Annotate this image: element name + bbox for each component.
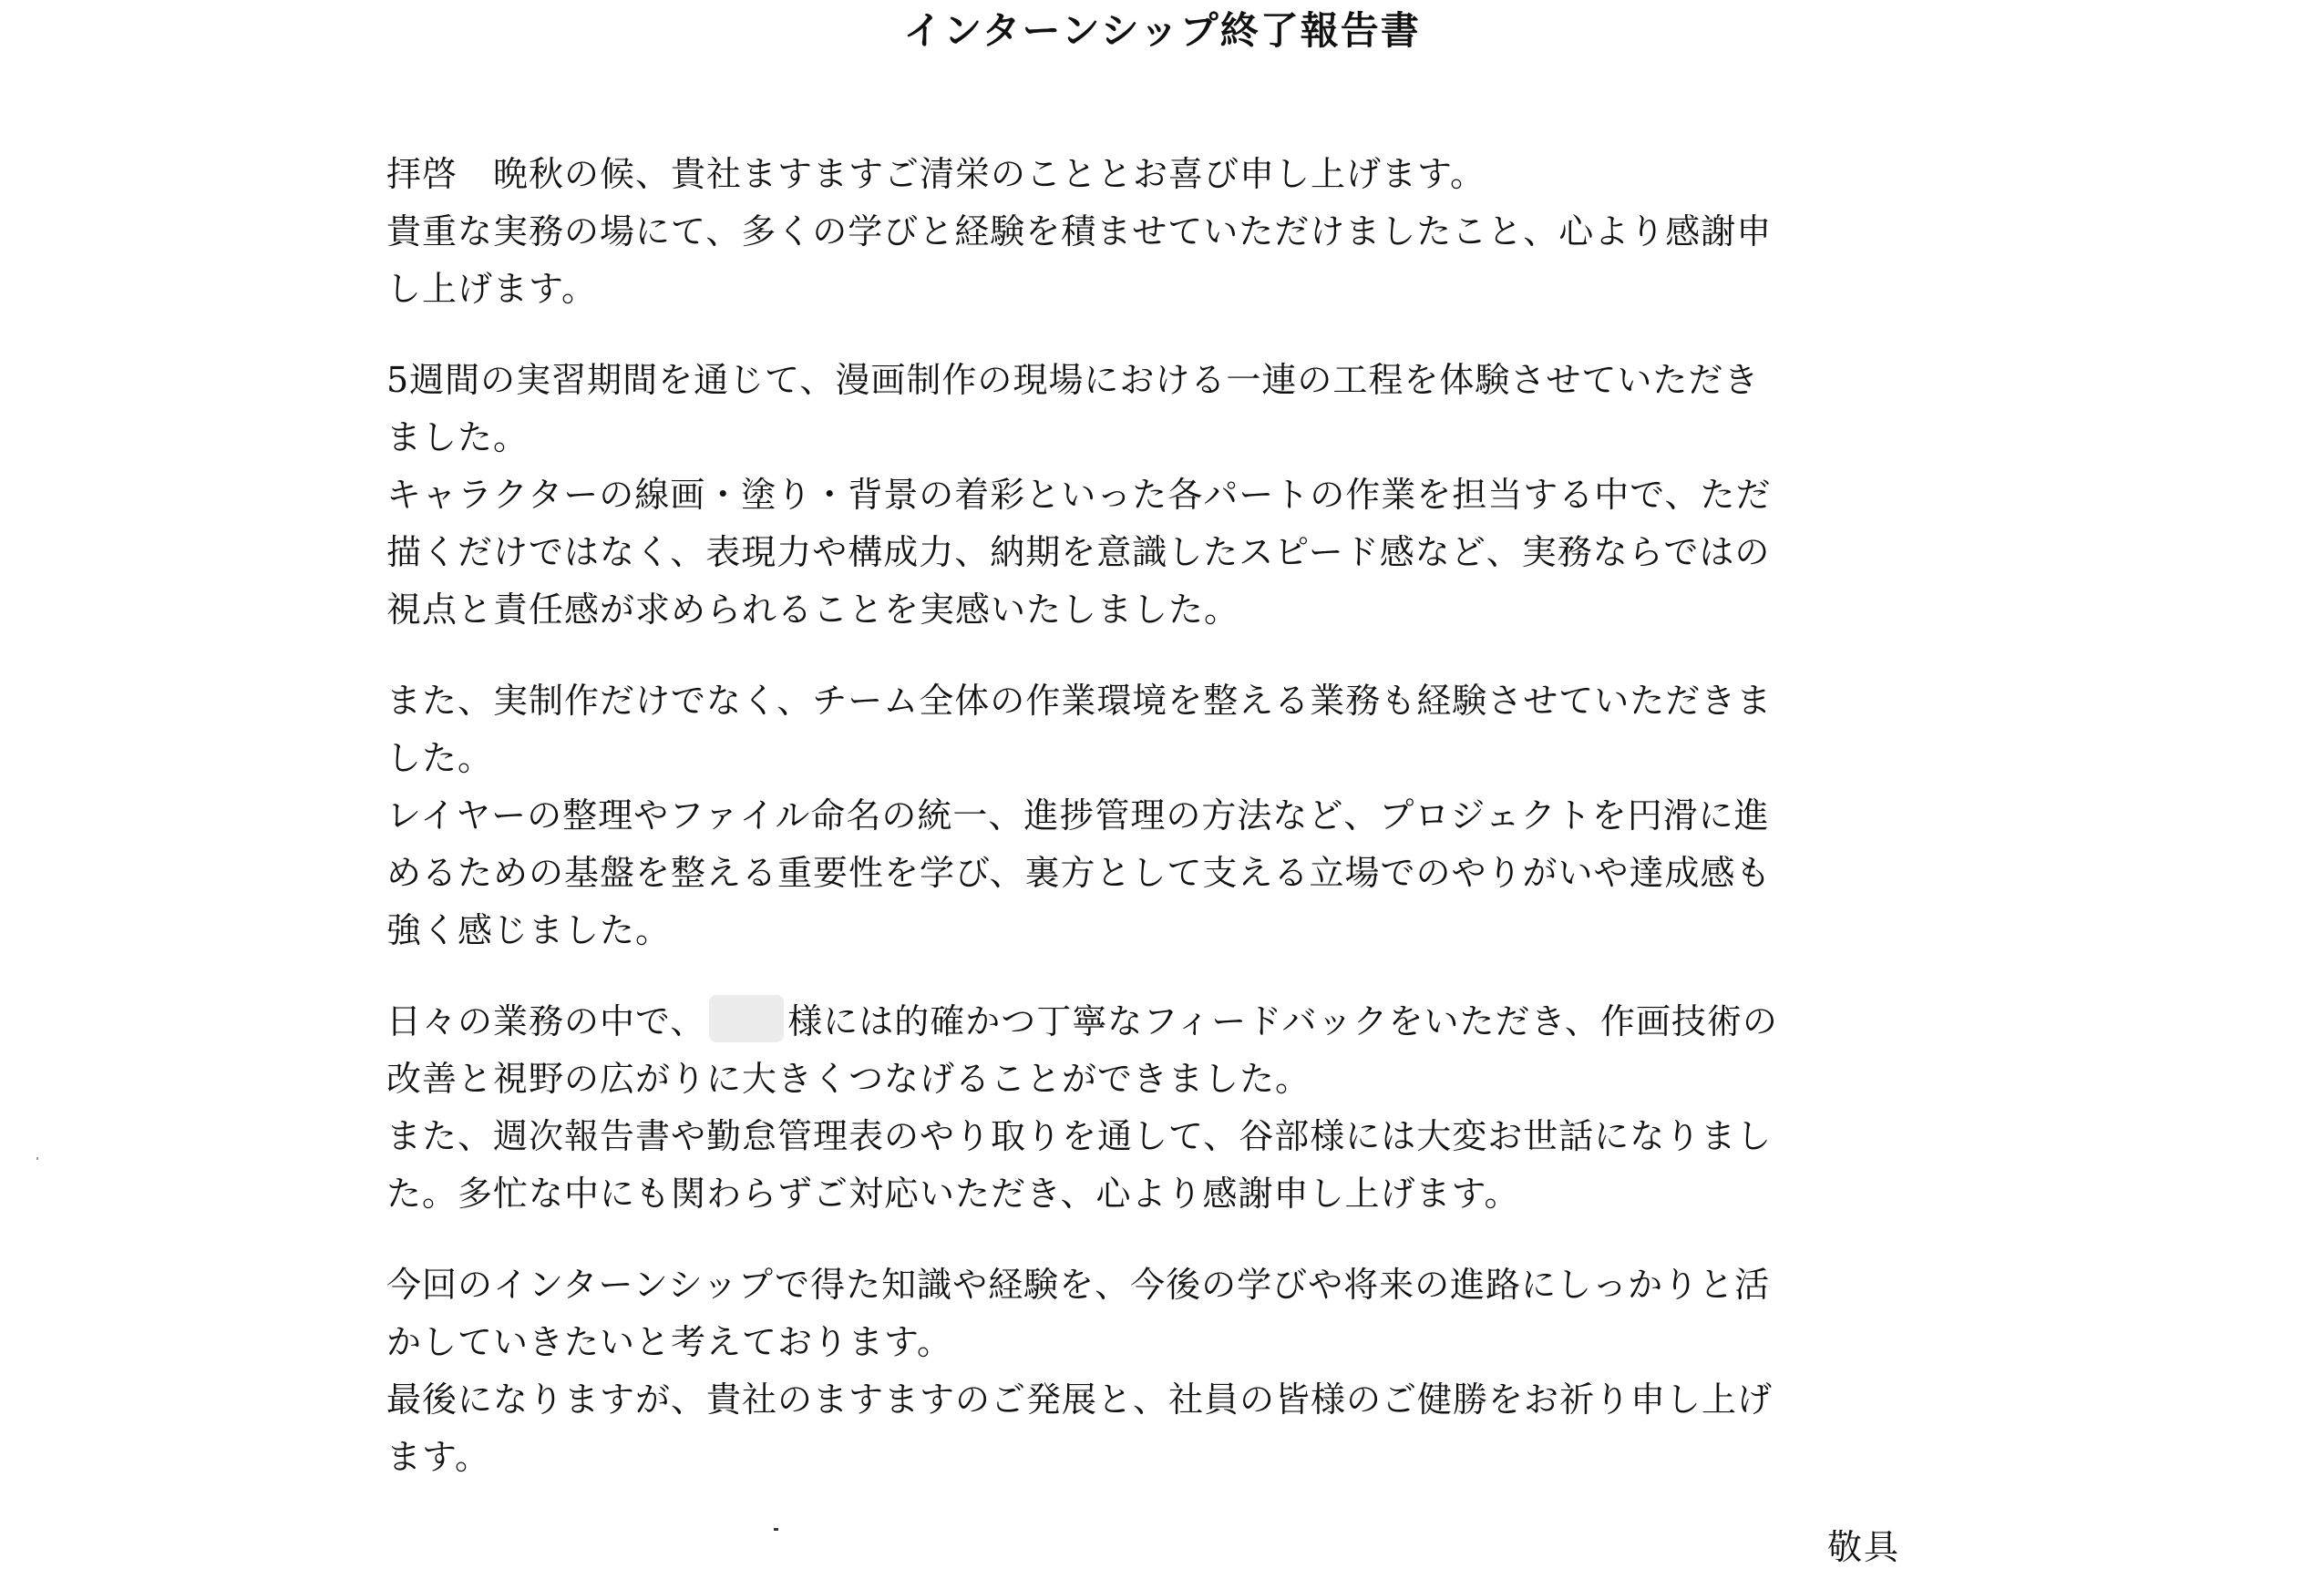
text-line: 強く感じました。	[386, 910, 672, 950]
text-line: ます。	[386, 1437, 490, 1477]
text-line: ました。	[386, 417, 530, 457]
paragraph-environment	[386, 672, 1899, 959]
text-line-with-redaction	[386, 993, 1899, 1051]
paragraph-feedback	[386, 993, 1899, 1223]
text-line: また、実制作だけでなく、チーム全体の作業環境を整える業務も経験させていただきま	[386, 681, 1773, 721]
letter-body	[386, 146, 1899, 1520]
text-line: 5週間の実習期間を通じて、漫画制作の現場における一連の工程を体験させていただき	[386, 360, 1760, 400]
text-line: 今回のインターンシップで得た知識や経験を、今後の学びや将来の進路にしっかりと活	[386, 1265, 1771, 1305]
scan-speck	[36, 1157, 38, 1160]
text-line: た。多忙な中にも関わらずご対応いただき、心より感謝申し上げます。	[386, 1174, 1520, 1214]
text-line: 視点と責任感が求められることを実感いたしました。	[386, 590, 1240, 630]
text-line: かしていきたいと考えております。	[386, 1322, 952, 1362]
paragraph-practicum	[386, 352, 1899, 639]
text-line: 拝啓 晩秋の候、貴社ますますご清栄のこととお喜び申し上げます。	[386, 154, 1486, 194]
text-line: レイヤーの整理やファイル命名の統一、進捗管理の方法など、プロジェクトを円滑に進	[386, 795, 1770, 836]
line-suffix: 様には的確かつ丁寧なフィードバックをいただき、作画技術の	[787, 1001, 1778, 1041]
text-line: した。	[386, 738, 494, 778]
text-line: 貴重な実務の場にて、多くの学びと経験を積ませていただけましたこと、心より感謝申	[386, 211, 1773, 251]
text-line: 最後になりますが、貴社のますますのご発展と、社員の皆様のご健勝をお祈り申し上げ	[386, 1379, 1774, 1420]
text-line: 描くだけではなく、表現力や構成力、納期を意識したスピード感など、実務ならではの	[386, 532, 1771, 572]
document-title: インターンシップ終了報告書	[903, 8, 1421, 53]
text-line: また、週次報告書や勤怠管理表のやり取りを通して、谷部様には大変お世話になりまし	[386, 1116, 1773, 1156]
text-line: めるための基盤を整える重要性を学び、裏方として支える立場でのやりがいや達成感も	[386, 853, 1772, 893]
text-line: 改善と視野の広がりに大きくつなげることができました。	[386, 1059, 1311, 1099]
text-line: し上げます。	[386, 269, 597, 309]
closing-signoff: 敬具	[1826, 1527, 1900, 1567]
redacted-name-box	[709, 995, 784, 1042]
paragraph-greeting	[386, 146, 1899, 318]
text-line: キャラクターの線画・塗り・背景の着彩といった各パートの作業を担当する中で、ただ	[386, 475, 1772, 515]
scan-speck	[774, 1528, 778, 1531]
line-prefix: 日々の業務の中で、	[386, 1001, 706, 1041]
paragraph-conclusion	[386, 1256, 1899, 1486]
